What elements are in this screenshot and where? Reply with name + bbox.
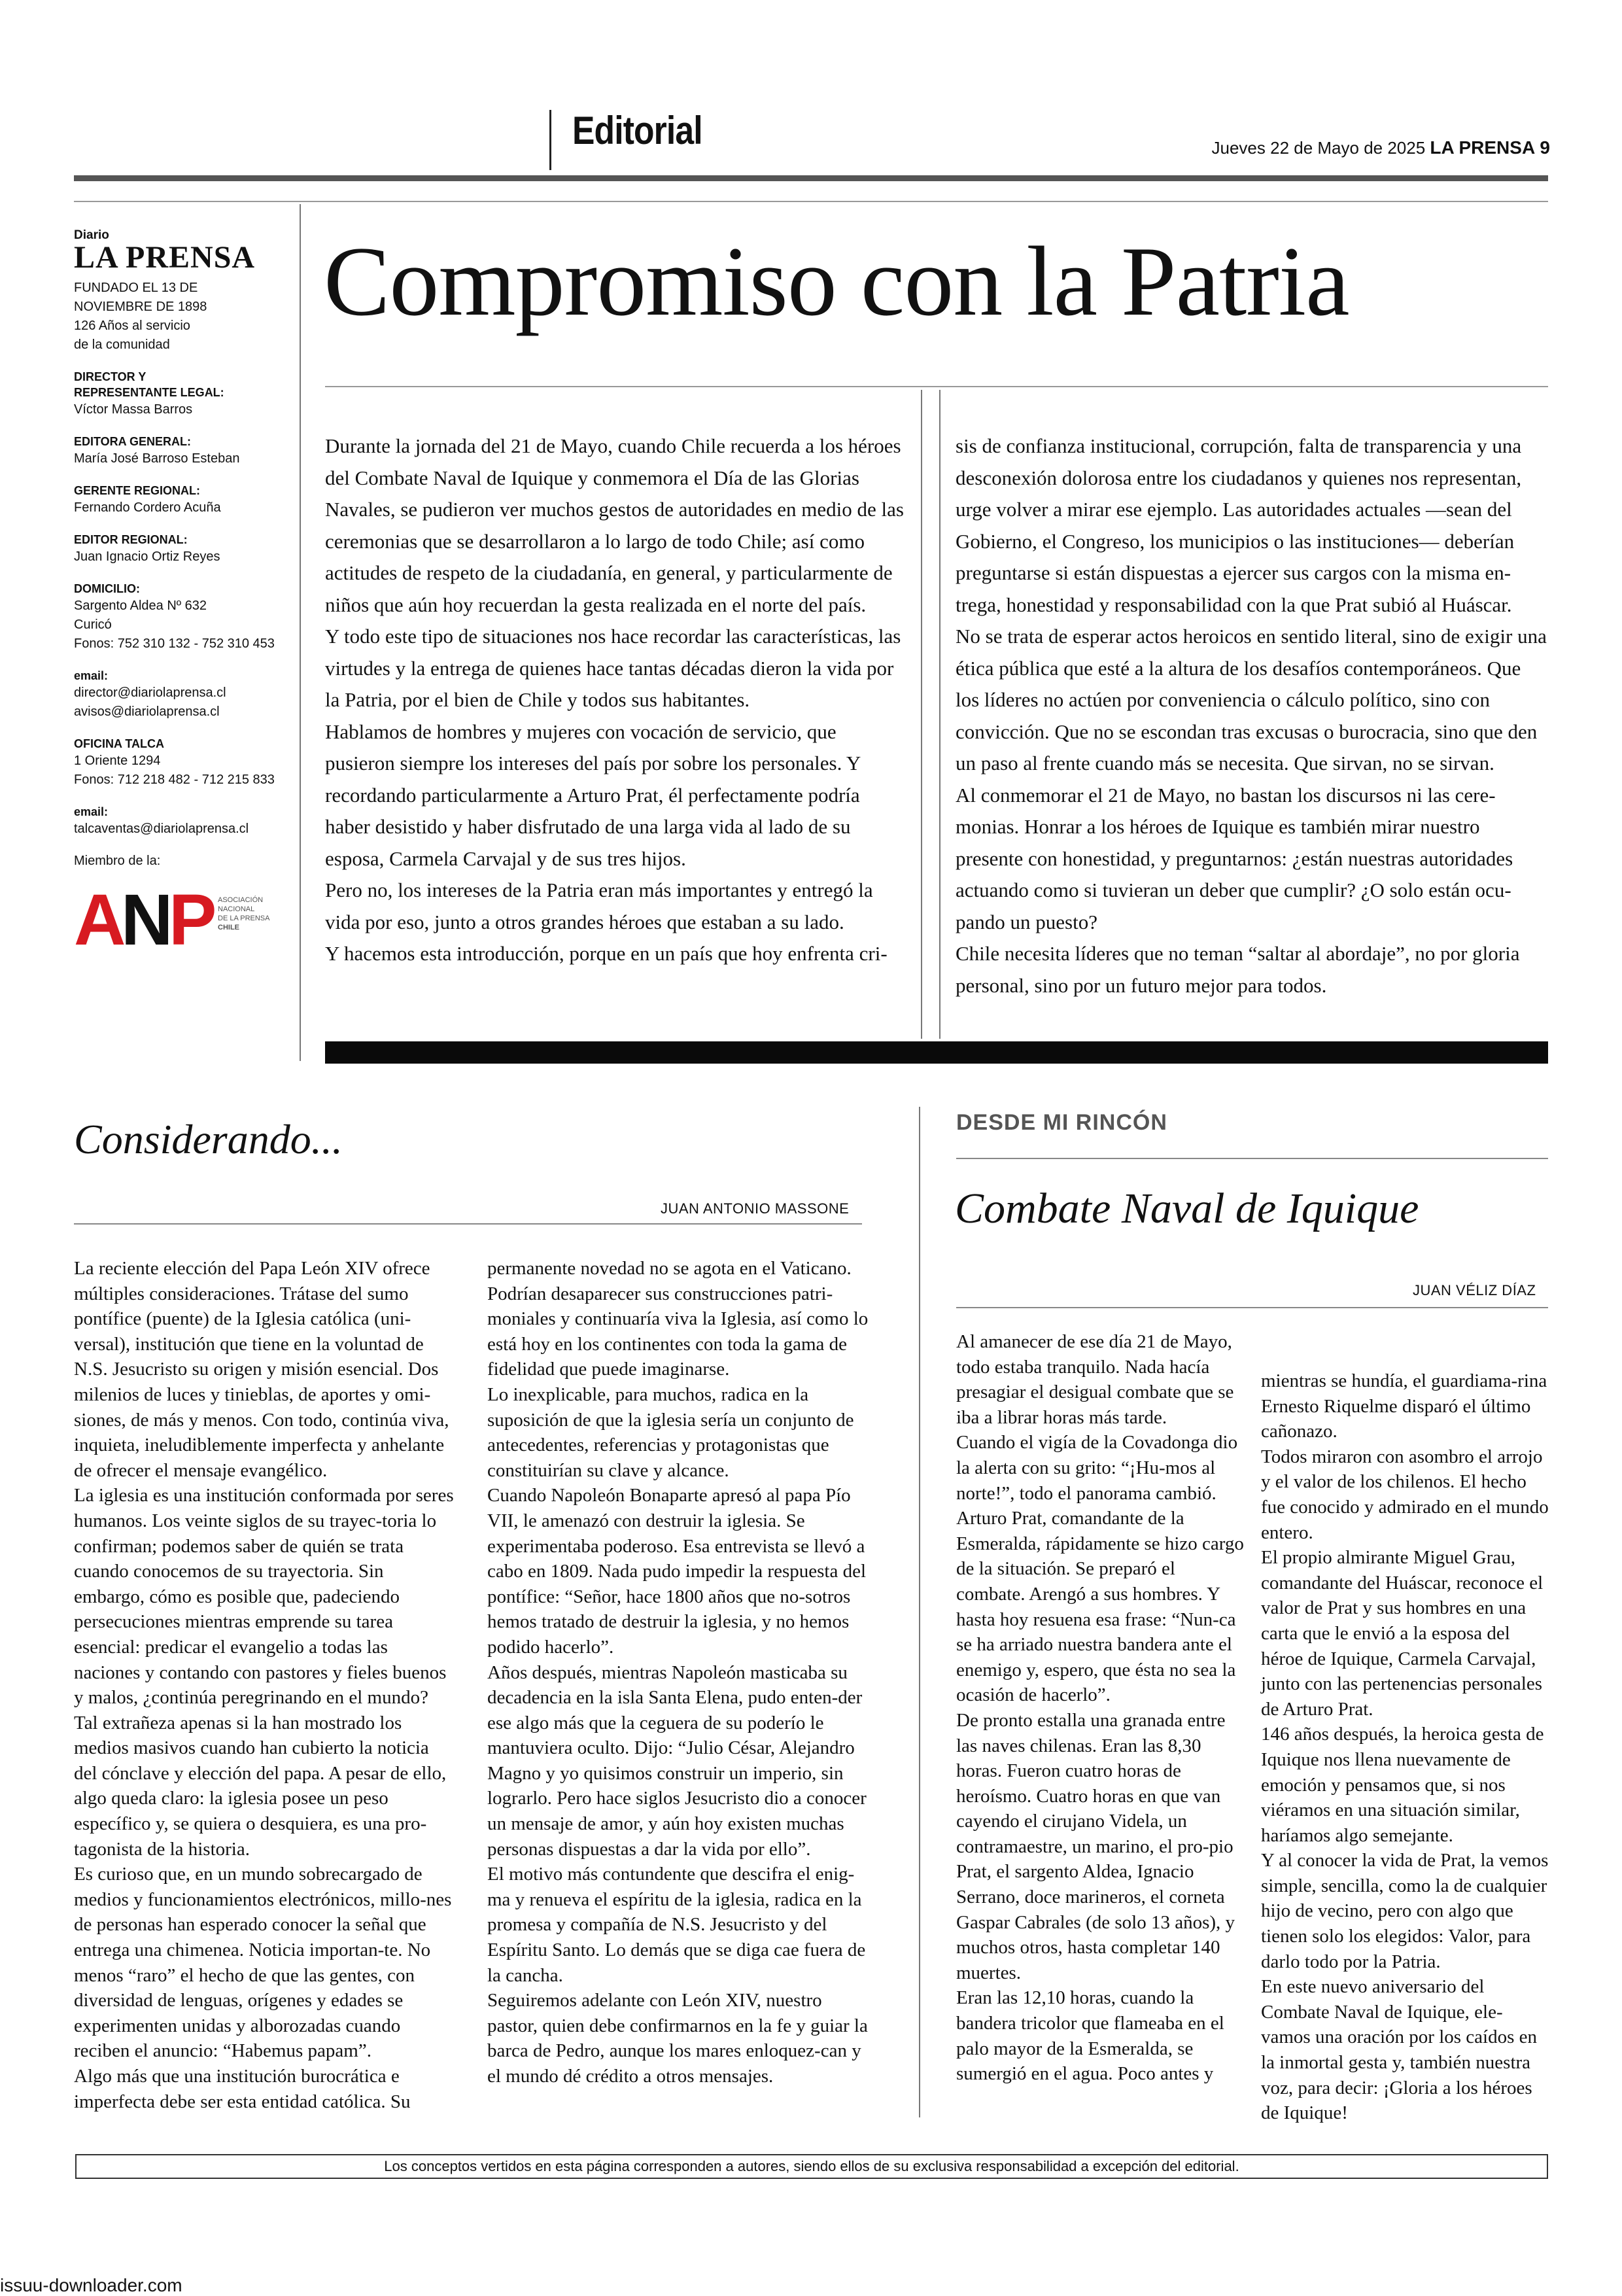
section-label: Editorial xyxy=(572,109,702,152)
editora-name: María José Barroso Esteban xyxy=(74,451,240,466)
editor-name: Juan Ignacio Ortiz Reyes xyxy=(74,549,220,564)
founded-line: de la comunidad xyxy=(74,338,170,352)
founded-line: 126 Años al servicio xyxy=(74,319,190,333)
paragraph: No se trata de esperar actos heroicos en sentido literal, sino de exigir una ética pública que esté a la altura de los desafíos contemporáneos. Que los líderes no actúen por conveniencia o cálculo político, sino con convicción. Que no se escondan tras excusas o burocracia, sino que den un paso al frente cuando más se necesita. Que sirvan, no se sirvan. xyxy=(956,625,1547,774)
paragraph: Y hacemos esta introducción, porque en un país que hoy enfrenta cri- xyxy=(325,942,888,965)
email-link[interactable]: avisos@diariolaprensa.cl xyxy=(74,704,220,719)
paragraph: Hablamos de hombres y mujeres con vocación de servicio, que pusieron siempre los intereses del país por sobre los personales. Y recordando particularmente a Arturo Prat, él perfectamente podría haber desistido y haber disfrutado de una larga vida al lado de su esposa, Carmela Carvajal y de sus tres hijos. xyxy=(325,720,861,870)
paragraph: Cuando el vigía de la Covadonga dio la alerta con su grito: “¡Hu-mos al norte!”, todo el panorama cambió. xyxy=(956,1432,1238,1504)
email-label: email: xyxy=(74,669,109,682)
paragraph: Eran las 12,10 horas, cuando la bandera tricolor que flameaba en el palo mayor de la Esmeralda, se sumergió en el agua. Poco antes y xyxy=(956,1987,1224,2085)
talca-address: 1 Oriente 1294 xyxy=(74,754,161,768)
paragraph: Y todo este tipo de situaciones nos hace recordar las características, las virtudes y la entrega de quienes hace tantas décadas dieron la vida por la Patria, por el bien de Chile y todos sus habitantes. xyxy=(325,625,901,711)
desde-author: JUAN VÉLIZ DÍAZ xyxy=(1413,1282,1536,1298)
anp-caption: NACIONAL xyxy=(218,905,255,913)
editorial-headline: Compromiso con la Patria xyxy=(324,226,1349,336)
anp-logo xyxy=(74,882,290,960)
paper-name: LA PRENSA xyxy=(1430,137,1536,158)
paragraph: Tal extrañeza apenas si la han mostrado los medios masivos cuando han cubierto la noticia del cónclave y elección del papa. A pesar de ello, algo queda claro: la iglesia posee un peso específico y, se quiera o desquiera, es una pro-tagonista de la historia. xyxy=(74,1712,447,1860)
combate-title: Combate Naval de Iquique xyxy=(955,1185,1419,1232)
paragraph: El motivo más contundente que descifra el enig-ma y renueva el espíritu de la iglesia, radica en la promesa y compañía de N.S. Jesucristo y del Espíritu Santo. Lo demás que se diga cae fuera de la cancha. xyxy=(487,1864,866,1986)
paragraph: Seguiremos adelante con León XIV, nuestro pastor, quien debe confirmarnos en la fe y guiar la barca de Pedro, aunque los mares enloquez-can y el mundo dé crédito a otros mensajes. xyxy=(487,1990,868,2087)
paragraph: sis de confianza institucional, corrupción, falta de transparencia y una desconexión dolorosa entre los ciudadanos y quienes nos representan, urge volver a mirar ese ejemplo. Las autoridades actuales —sean del Gobierno, el Congreso, los municipios o las instituciones— deberían preguntarse si están dispuestas a ejercer sus cargos con la misma en-trega, honestidad y responsabilidad con la que Prat subió al Huáscar. xyxy=(956,434,1522,616)
masthead-diario: Diario xyxy=(74,228,109,242)
editorial-column-2 xyxy=(956,430,1548,1001)
paragraph: La iglesia es una institución conformada por seres humanos. Los veinte siglos de su trayec-toria lo confirman; podemos saber de quién se trata cuando conocemos de su trayectoria. Sin embargo, cómo es posible que, padeciendo persecuciones mientras emprende su tarea esencial: predicar el evangelio a todas las naciones y contando con pastores y fieles buenos y malos, ¿continúa peregrinando en el mundo? xyxy=(74,1485,454,1709)
paragraph: Al conmemorar el 21 de Mayo, no bastan los discursos ni las cere-monias. Honrar a los héroes de Iquique es también mirar nuestro presente con honestidad, y preguntarnos: ¿están nuestras autoridades actuando como si tuvieran un deber que cumplir? ¿O solo están ocu-pando un puesto? xyxy=(956,783,1513,933)
paragraph: permanente novedad no se agota en el Vaticano. Podrían desaparecer sus construcciones patri-moniales y continuaría viva la Iglesia, así como lo está hoy en los continentes con toda la gama de fidelidad que puede imaginarse. xyxy=(487,1258,869,1380)
anp-letter-p: P xyxy=(169,882,217,954)
editora-label: EDITORA GENERAL: xyxy=(74,435,192,448)
anp-letter-a: A xyxy=(74,882,126,954)
sidebar-divider xyxy=(300,204,301,1061)
header-rule-thin xyxy=(74,201,1548,202)
paragraph: Todos miraron con asombro el arrojo y el valor de los chilenos. El hecho fue conocido y admirado en el mundo entero. xyxy=(1261,1446,1549,1543)
header-divider xyxy=(549,110,551,170)
gerente-label: GERENTE REGIONAL: xyxy=(74,484,201,497)
paragraph: Años después, mientras Napoleón masticaba su decadencia en la isla Santa Elena, pudo enten-der ese algo más que la ceguera de su poderío le mantuviera oculto. Dijo: “Julio César, Alejandro Magno y yo quisimos construir un imperio, sin lograrlo. Pero hace siglos Jesucristo dio a conocer un mensaje de amor, y aún hoy existen muchas personas dispuestas a dar la vida por ello”. xyxy=(487,1661,867,1860)
section-separator-bar xyxy=(325,1041,1548,1064)
paragraph: La reciente elección del Papa León XIV ofrece múltiples consideraciones. Trátase del sumo pontífice (puente) de la Iglesia católica (uni-versal), institución que tiene en la voluntad de N.S. Jesucristo su origen y misión esencial. Dos milenios de luces y tinieblas, de aportes y omi-siones, de más y menos. Con todo, continúa viva, inquieta, ineludiblemente imperfecta y anhelante de ofrecer el mensaje evangélico. xyxy=(74,1258,449,1481)
email-link[interactable]: talcaventas@diariolaprensa.cl xyxy=(74,822,249,836)
desde-rule xyxy=(956,1158,1548,1159)
header-rule xyxy=(74,175,1548,181)
paragraph: El propio almirante Miguel Grau, comandante del Huáscar, reconoce el valor de Prat y sus hombres en una carta que le envió a la esposa del héroe de Iquique, Carmela Carvajal, junto con las pertenencias personales de Arturo Prat. xyxy=(1261,1547,1544,1720)
paragraph: Algo más que una institución burocrática e imperfecta debe ser esta entidad católica. Su xyxy=(74,2066,411,2112)
considerando-author: JUAN ANTONIO MASSONE xyxy=(661,1200,850,1217)
editorial-column-1 xyxy=(325,430,907,970)
email-label: email: xyxy=(74,805,109,818)
considerando-column-1 xyxy=(74,1256,457,2114)
paragraph: 146 años después, la heroica gesta de Iquique nos llena nuevamente de emoción y pensamos que, si nos viéramos en una situación similar, haríamos algo semejante. xyxy=(1261,1724,1544,1846)
anp-caption: DE LA PRENSA xyxy=(218,914,270,922)
considerando-column-2 xyxy=(487,1256,873,2089)
watermark-text: issuu-downloader.com xyxy=(0,2275,182,2295)
domicilio-phone: Fonos: 752 310 132 - 752 310 453 xyxy=(74,636,275,651)
headline-rule xyxy=(325,386,1548,387)
founded-line: NOVIEMBRE DE 1898 xyxy=(74,300,207,314)
considerando-rule xyxy=(74,1223,862,1225)
considerando-title: Considerando... xyxy=(74,1116,343,1162)
gerente-name: Fernando Cordero Acuña xyxy=(74,500,221,515)
domicilio-label: DOMICILIO: xyxy=(74,582,140,595)
lower-column-divider xyxy=(919,1107,920,2117)
date-line xyxy=(1212,137,1551,158)
desde-column-1 xyxy=(956,1329,1244,2087)
member-label: Miembro de la: xyxy=(74,854,161,868)
director-label xyxy=(74,369,290,400)
editorial-column-divider xyxy=(939,390,940,1039)
footer-disclaimer: Los conceptos vertidos en esta página corresponden a autores, siendo ellos de su exclusiva responsabilidad a excepción del editorial. xyxy=(75,2154,1548,2179)
director-label-line: DIRECTOR Y xyxy=(74,370,147,383)
director-label-line: REPRESENTANTE LEGAL: xyxy=(74,386,224,399)
paragraph: mientras se hundía, el guardiama-rina Ernesto Riquelme disparó el último cañonazo. xyxy=(1261,1370,1547,1442)
desde-column-2 xyxy=(1261,1368,1549,2126)
paragraph: Pero no, los intereses de la Patria eran más importantes y entregó la vida por eso, junto a otros grandes héroes que estaban a su lado. xyxy=(325,878,873,933)
founded-line: FUNDADO EL 13 DE xyxy=(74,281,198,295)
anp-letter-n: N xyxy=(121,882,173,954)
director-name: Víctor Massa Barros xyxy=(74,402,193,417)
page-number: 9 xyxy=(1540,137,1550,158)
paragraph: Durante la jornada del 21 de Mayo, cuando Chile recuerda a los héroes del Combate Naval de Iquique y conmemora el Día de las Glorias Navales, se pudieron ver muchos gestos de autoridades en medio de las ceremonias que se desarrollaron a lo largo de todo Chile; así como actitudes de respeto de la ciudadanía, en general, y particularmente de niños que aún hoy recuerdan la gesta realizada en el norte del país. xyxy=(325,434,904,616)
anp-caption: CHILE xyxy=(218,924,239,931)
masthead-sidebar xyxy=(74,229,290,960)
anp-caption: ASOCIACIÓN xyxy=(218,896,264,904)
paragraph: De pronto estalla una granada entre las naves chilenas. Eran las 8,30 horas. Fueron cuatro horas de heroísmo. Cuatro horas en que van cayendo el cirujano Videla, un contramaestre, un marino, el pro-pio Prat, el sargento Aldea, Ignacio Serrano, doce marineros, el corneta Gaspar Cabrales (de solo 13 años), y muchos otros, hasta completar 140 muertes. xyxy=(956,1709,1235,1983)
domicilio-line: Curicó xyxy=(74,617,112,632)
desde-mi-rincon-label: DESDE MI RINCÓN xyxy=(956,1110,1167,1135)
domicilio-line: Sargento Aldea Nº 632 xyxy=(74,599,207,613)
paragraph: Y al conocer la vida de Prat, la vemos simple, sencilla, como la de cualquier hijo de vecino, pero con algo que tienen solo los elegidos: Valor, para darlo todo por la Patria. xyxy=(1261,1850,1549,1972)
editorial-column-divider xyxy=(921,390,922,1039)
paragraph: Lo inexplicable, para muchos, radica en la suposición de que la iglesia sería un conjunto de antecedentes, referencias y protagonistas que constituirían su clave y alcance. xyxy=(487,1383,854,1481)
editor-label: EDITOR REGIONAL: xyxy=(74,533,188,546)
paragraph: Chile necesita líderes que no teman “saltar al abordaje”, no por gloria personal, sino por un futuro mejor para todos. xyxy=(956,942,1520,997)
email-link[interactable]: director@diariolaprensa.cl xyxy=(74,686,226,700)
paragraph: En este nuevo aniversario del Combate Naval de Iquique, ele-vamos una oración por los caídos en la inmortal gesta y, también nuestra voz, para decir: ¡Gloria a los héroes de Iquique! xyxy=(1261,1976,1538,2124)
paragraph: Es curioso que, en un mundo sobrecargado de medios y funcionamientos electrónicos, millo-nes de personas han esperado conocer la señal que entrega una chimenea. Noticia importan-te. No menos “raro” el hecho de que las gentes, con diversidad de lenguas, orígenes y edades se experimenten unidas y alborozadas cuando reciben el anuncio: “Habemus papam”. xyxy=(74,1864,452,2062)
paragraph: Arturo Prat, comandante de la Esmeralda, rápidamente se hizo cargo de la situación. Se preparó el combate. Arengó a sus hombres. Y hasta hoy resuena esa frase: “Nun-ca se ha arriado nuestra bandera ante el enemigo y, espero, que ésta no sea la ocasión de hacerlo”. xyxy=(956,1508,1244,1706)
talca-label: OFICINA TALCA xyxy=(74,737,164,750)
paragraph: Al amanecer de ese día 21 de Mayo, todo estaba tranquilo. Nada hacía presagiar el desigual combate que se iba a librar horas más tarde. xyxy=(956,1331,1234,1428)
issue-date: Jueves 22 de Mayo de 2025 xyxy=(1211,138,1426,158)
paragraph: Cuando Napoleón Bonaparte apresó al papa Pío VII, le amenazó con destruir la iglesia. Se experimentaba poderoso. Esa entrevista se llevó a cabo en 1809. Nada pudo impedir la respuesta del pontífice: “Señor, hace 1800 años que no-sotros hemos tratado de destruir la iglesia, y no hemos podido hacerlo”. xyxy=(487,1485,867,1658)
anp-logo-graphic xyxy=(74,882,283,954)
masthead-logo: LA PRENSA xyxy=(74,240,256,275)
talca-phone: Fonos: 712 218 482 - 712 215 833 xyxy=(74,773,275,787)
desde-author-rule xyxy=(956,1307,1548,1308)
